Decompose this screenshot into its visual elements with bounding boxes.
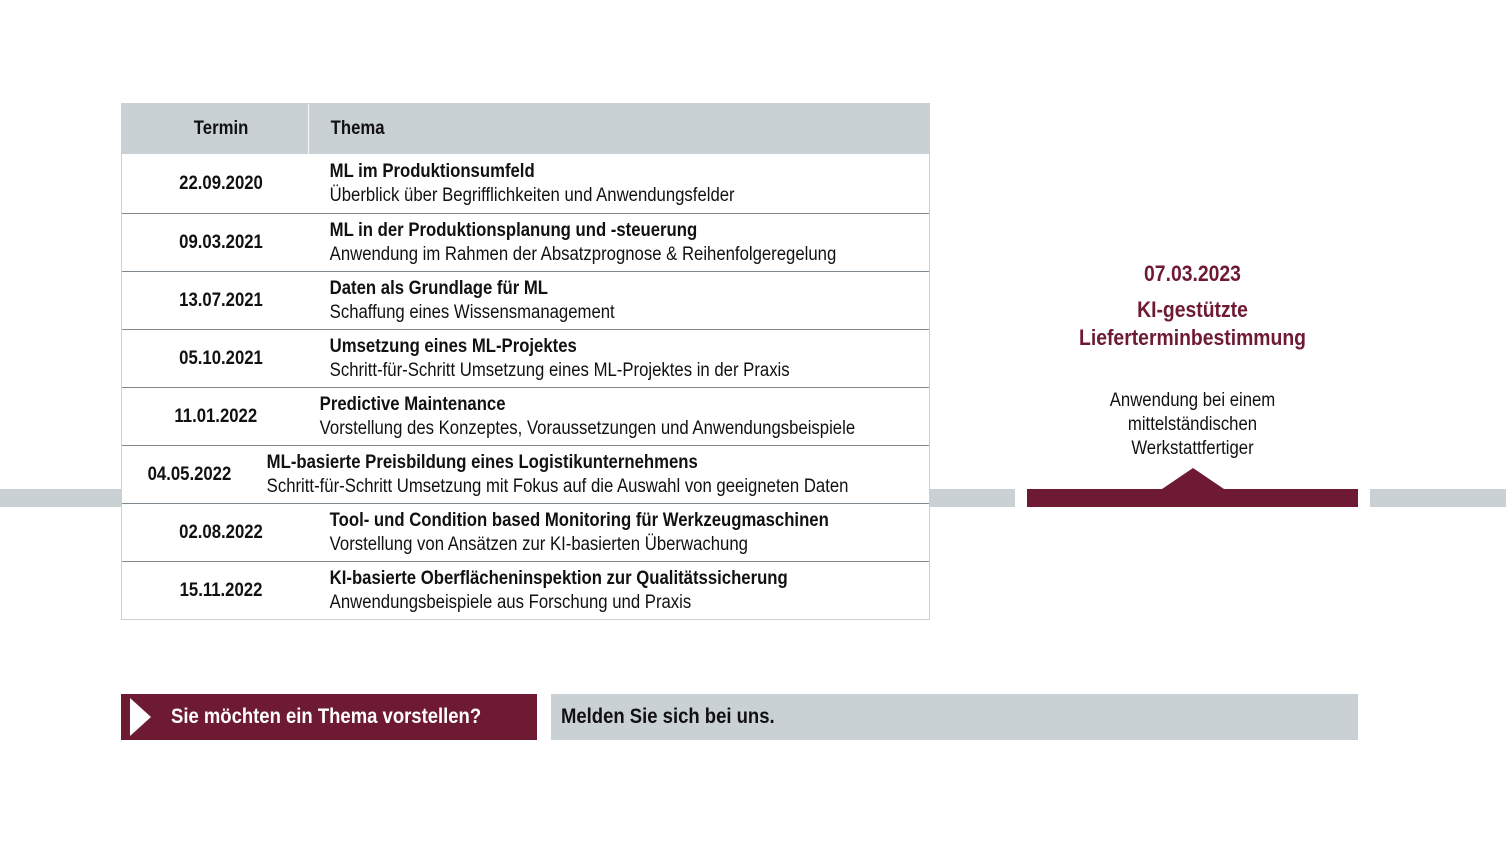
table-row xyxy=(122,213,929,271)
row-topic-desc: Anwendung im Rahmen der Absatzprognose & Reihenfolgeregelung xyxy=(329,243,837,265)
next-event-desc-line1: Anwendung bei einem mittelständischen xyxy=(1109,390,1276,435)
row-topic-desc: Schritt-für-Schritt Umsetzung mit Fokus auf die Auswahl von geeigneten Daten xyxy=(266,475,849,497)
row-topic-desc: Anwendungsbeispiele aus Forschung und Praxis xyxy=(329,591,692,613)
row-topic xyxy=(320,219,836,267)
row-date: 04.05.2022 xyxy=(147,463,232,485)
header-thema: Thema xyxy=(330,118,385,139)
row-topic-title: Umsetzung eines ML-Projektes xyxy=(329,335,577,357)
row-date: 05.10.2021 xyxy=(179,347,263,369)
table-row xyxy=(122,561,929,619)
row-date: 13.07.2021 xyxy=(179,289,263,311)
row-topic-title: ML in der Produktionsplanung und -steuerung xyxy=(329,219,698,241)
next-event-desc-line2: Werkstattfertiger xyxy=(1131,438,1254,459)
contact-banner[interactable] xyxy=(551,694,1358,740)
next-event-title xyxy=(1047,296,1338,352)
row-topic xyxy=(320,567,788,615)
timeline-marker xyxy=(1027,468,1358,507)
next-event-title-line2: Lieferterminbestimmung xyxy=(1079,325,1306,350)
row-topic-desc: Überblick über Begrifflichkeiten und Anwendungsfelder xyxy=(329,184,735,206)
row-topic xyxy=(320,509,829,557)
schedule-table xyxy=(121,103,930,620)
timeline-band-right xyxy=(1370,489,1506,507)
next-event-date: 07.03.2023 xyxy=(1144,261,1241,286)
cta-banner[interactable] xyxy=(121,694,537,740)
table-row xyxy=(122,503,929,561)
row-topic-title: KI-basierte Oberflächeninspektion zur Qualitätssicherung xyxy=(329,567,788,589)
table-row xyxy=(122,271,929,329)
row-topic-desc: Vorstellung von Ansätzen zur KI-basierten Überwachung xyxy=(329,533,748,555)
row-topic-title: ML im Produktionsumfeld xyxy=(329,160,535,182)
row-topic-title: Tool- und Condition based Monitoring für Werkzeugmaschinen xyxy=(329,509,829,531)
row-date: 09.03.2021 xyxy=(179,231,263,253)
row-topic-title: Predictive Maintenance xyxy=(319,393,506,415)
table-header xyxy=(122,104,929,154)
row-topic-desc: Schaffung eines Wissensmanagement xyxy=(329,301,615,323)
row-date: 22.09.2020 xyxy=(179,172,263,194)
row-topic xyxy=(320,335,790,383)
row-date: 11.01.2022 xyxy=(174,405,258,427)
table-row xyxy=(122,387,929,445)
header-termin: Termin xyxy=(134,104,309,154)
row-topic-desc: Schritt-für-Schritt Umsetzung eines ML-Projektes in der Praxis xyxy=(329,359,790,381)
table-row xyxy=(122,445,929,503)
next-event-description xyxy=(1047,389,1338,461)
row-topic xyxy=(320,277,615,325)
table-body xyxy=(122,154,929,619)
timeline-band-left xyxy=(0,489,122,507)
timeline-band-middle xyxy=(930,489,1015,507)
contact-label: Melden Sie sich bei uns. xyxy=(561,705,775,728)
row-topic xyxy=(310,393,855,441)
row-date: 15.11.2022 xyxy=(179,579,263,601)
cta-label: Sie möchten ein Thema vorstellen? xyxy=(171,705,482,728)
table-row xyxy=(122,154,929,213)
row-topic-title: Daten als Grundlage für ML xyxy=(329,277,549,299)
row-topic xyxy=(257,451,848,499)
next-event-panel xyxy=(1027,258,1358,461)
row-date: 02.08.2022 xyxy=(179,521,263,543)
row-topic-title: ML-basierte Preisbildung eines Logistikunternehmens xyxy=(266,451,698,473)
table-row xyxy=(122,329,929,387)
row-topic xyxy=(320,160,735,208)
row-topic-desc: Vorstellung des Konzeptes, Voraussetzungen und Anwendungsbeispiele xyxy=(319,417,855,439)
chevron-right-icon xyxy=(130,698,151,736)
next-event-title-line1: KI-gestützte xyxy=(1137,297,1248,322)
